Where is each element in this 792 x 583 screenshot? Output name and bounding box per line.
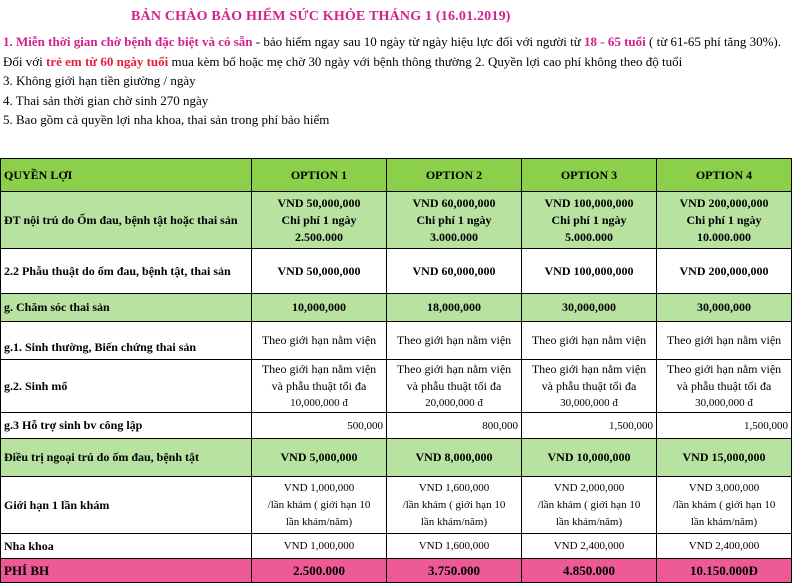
inpatient-option-4 [657,192,792,249]
table-row-premium [1,559,792,583]
inpatient-option-2 [387,192,522,249]
visit-limit-line-2: /lần khám ( giới hạn 10 [537,498,641,511]
maternity-option-2: 18,000,000 [387,294,522,322]
normal-birth-option-3: Theo giới hạn nằm viện [522,322,657,360]
visit-limit-amount: VND 1,000,000 [283,481,355,494]
intro-point-1-text-3: mua kèm bố hoặc mẹ chờ 30 ngày với bệnh thông thường 2. Quyền lợi cao phí không theo độ tuổi [168,53,683,69]
c-section-max: 20,000,000 đ [425,396,483,409]
header-option-3: OPTION 3 [522,159,657,192]
visit-limit-line-2: /lần khám ( giới hạn 10 [402,498,506,511]
c-section-line-1: Theo giới hạn nằm viện [666,361,782,376]
c-section-max: 30,000,000 đ [695,396,753,409]
table-row-visit-limit [1,477,792,534]
daily-label: Chi phí 1 ngày [416,212,492,227]
row-label-premium: PHÍ BH [1,559,252,583]
maternity-option-1: 10,000,000 [252,294,387,322]
dental-option-1: VND 1,000,000 [252,534,387,559]
c-section-line-1: Theo giới hạn nằm viện [396,361,512,376]
intro-children-age: trẻ em từ 60 ngày tuổi [46,53,169,69]
c-section-max: 30,000,000 đ [560,396,618,409]
maternity-option-3: 30,000,000 [522,294,657,322]
table-row-surgery [1,249,792,294]
visit-limit-line-2: /lần khám ( giới hạn 10 [267,498,371,511]
visit-limit-amount: VND 3,000,000 [688,481,760,494]
table-row-normal-birth [1,322,792,360]
surgery-option-4: VND 200,000,000 [657,249,792,294]
row-label-inpatient: ĐT nội trú do Ốm đau, bệnh tật hoặc thai sản [1,192,252,249]
c-section-line-2: và phẫu thuật tối đa [676,378,772,393]
row-label-public-birth: g.3 Hỗ trợ sinh bv công lập [1,413,252,439]
c-section-line-2: và phẫu thuật tối đa [406,378,502,393]
visit-limit-line-3: lần khám/năm) [420,515,488,528]
public-birth-option-4: 1,500,000 [657,413,792,439]
dental-option-3: VND 2,400,000 [522,534,657,559]
public-birth-option-3: 1,500,000 [522,413,657,439]
inpatient-amount: VND 50,000,000 [277,195,361,210]
table-row-dental [1,534,792,559]
outpatient-option-4: VND 15,000,000 [657,439,792,477]
daily-amount: 2.500.000 [295,229,343,244]
visit-limit-amount: VND 1,600,000 [418,481,490,494]
visit-limit-line-3: lần khám/năm) [285,515,353,528]
public-birth-option-1: 500,000 [252,413,387,439]
row-label-dental: Nha khoa [1,534,252,559]
table-row-maternity [1,294,792,322]
visit-limit-line-2: /lần khám ( giới hạn 10 [672,498,776,511]
surgery-option-2: VND 60,000,000 [387,249,522,294]
c-section-option-4 [657,360,792,413]
dental-option-4: VND 2,400,000 [657,534,792,559]
premium-option-4: 10.150.000Đ [657,559,792,583]
c-section-line-1: Theo giới hạn nằm viện [531,361,647,376]
outpatient-option-3: VND 10,000,000 [522,439,657,477]
daily-label: Chi phí 1 ngày [281,212,357,227]
intro-point-4: 4. Thai sản thời gian chờ sinh 270 ngày [3,92,209,108]
intro-point-1-text: - bảo hiểm ngay sau 10 ngày từ ngày hiệu lực đối với người từ [252,34,585,49]
inpatient-amount: VND 100,000,000 [544,195,634,210]
outpatient-option-2: VND 8,000,000 [387,439,522,477]
c-section-option-1 [252,360,387,413]
table-row-public-birth [1,413,792,439]
public-birth-option-2: 800,000 [387,413,522,439]
normal-birth-option-1: Theo giới hạn nằm viện [252,322,387,360]
inpatient-option-3 [522,192,657,249]
normal-birth-option-4: Theo giới hạn nằm viện [657,322,792,360]
daily-label: Chi phí 1 ngày [551,212,627,227]
inpatient-option-1 [252,192,387,249]
table-header-row [1,159,792,192]
visit-limit-line-3: lần khám/năm) [555,515,623,528]
intro-point-3: 3. Không giới hạn tiền giường / ngày [3,73,196,88]
intro-age-range: 18 - 65 tuổi [584,34,646,49]
intro-section [0,0,792,158]
header-option-2: OPTION 2 [387,159,522,192]
inpatient-amount: VND 200,000,000 [679,195,769,210]
intro-point-1-text-2: ( từ 61-65 phí tăng 30%). Đối với [3,34,781,69]
visit-limit-option-2 [387,477,522,534]
visit-limit-amount: VND 2,000,000 [553,481,625,494]
premium-option-1: 2.500.000 [252,559,387,583]
table-row-c-section [1,360,792,413]
header-option-4: OPTION 4 [657,159,792,192]
row-label-surgery: 2.2 Phẫu thuật do ốm đau, bệnh tật, thai sản [1,249,252,294]
premium-option-2: 3.750.000 [387,559,522,583]
daily-amount: 3.000.000 [430,229,478,244]
visit-limit-option-4 [657,477,792,534]
surgery-option-3: VND 100,000,000 [522,249,657,294]
document-title: BẢN CHÀO BẢO HIỂM SỨC KHỎE THÁNG 1 (16.01.2019) [131,9,511,24]
header-benefits: QUYỀN LỢI [1,159,252,192]
visit-limit-line-3: lần khám/năm) [690,515,758,528]
dental-option-2: VND 1,600,000 [387,534,522,559]
daily-amount: 10.000.000 [697,229,751,244]
row-label-maternity: g. Chăm sóc thai sản [1,294,252,322]
c-section-option-3 [522,360,657,413]
intro-point-5: 5. Bao gồm cả quyền lợi nha khoa, thai sản trong phí bảo hiểm [3,112,330,127]
visit-limit-option-3 [522,477,657,534]
c-section-line-2: và phẫu thuật tối đa [541,378,637,393]
intro-lines [3,32,789,130]
c-section-line-1: Theo giới hạn nằm viện [261,361,377,376]
surgery-option-1: VND 50,000,000 [252,249,387,294]
visit-limit-option-1 [252,477,387,534]
premium-option-3: 4.850.000 [522,559,657,583]
daily-label: Chi phí 1 ngày [686,212,762,227]
table-row-outpatient [1,439,792,477]
benefits-table [0,158,792,583]
c-section-option-2 [387,360,522,413]
row-label-visit-limit: Giới hạn 1 lần khám [1,477,252,534]
row-label-normal-birth: g.1. Sinh thường, Biến chứng thai sản [1,322,252,360]
row-label-outpatient: Điều trị ngoại trú do ốm đau, bệnh tật [1,439,252,477]
header-option-1: OPTION 1 [252,159,387,192]
outpatient-option-1: VND 5,000,000 [252,439,387,477]
intro-point-1-highlight: 1. Miễn thời gian chờ bệnh đặc biệt và có sẵn [3,34,253,49]
c-section-max: 10,000,000 đ [290,396,348,409]
maternity-option-4: 30,000,000 [657,294,792,322]
c-section-line-2: và phẫu thuật tối đa [271,378,367,393]
normal-birth-option-2: Theo giới hạn nằm viện [387,322,522,360]
table-row-inpatient [1,192,792,249]
intro-point-1-2 [3,32,789,71]
inpatient-amount: VND 60,000,000 [412,195,496,210]
row-label-c-section: g.2. Sinh mổ [1,360,252,413]
daily-amount: 5.000.000 [565,229,613,244]
